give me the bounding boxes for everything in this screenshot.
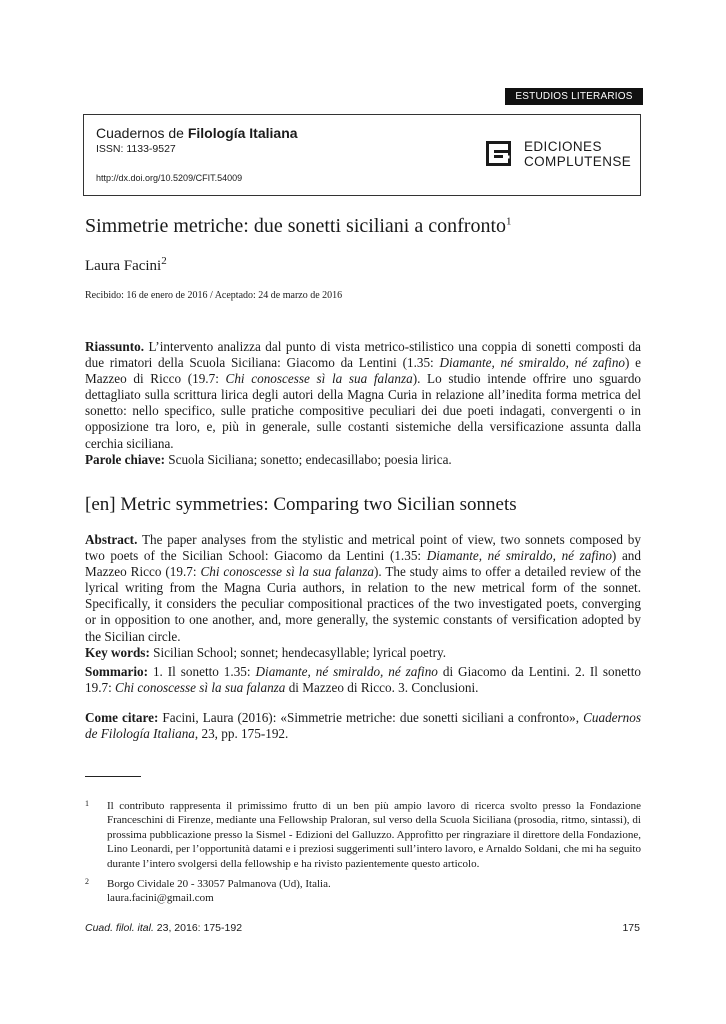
parole-chiave-label: Parole chiave: bbox=[85, 451, 165, 467]
publisher-line-2: COMPLUTENSE bbox=[524, 154, 632, 169]
sommario-label: Sommario: bbox=[85, 664, 148, 679]
parole-chiave-text: Scuola Siciliana; sonetto; endecasillabo; poesia lirica. bbox=[164, 451, 452, 467]
footnote-2 bbox=[85, 877, 641, 907]
page-number: 175 bbox=[622, 922, 640, 934]
publisher-name bbox=[524, 139, 631, 169]
citation-label: Come citare: bbox=[85, 710, 159, 725]
sommario-italic-2: Chi conoscesse sì la sua falanza bbox=[115, 680, 286, 696]
footnote-2-email[interactable]: laura.facini@gmail.com bbox=[107, 892, 214, 905]
sommario-text-1: 1. Il sonetto 1.35: bbox=[148, 664, 256, 679]
abstract-paragraph bbox=[85, 532, 641, 661]
key-words-text: Sicilian School; sonnet; hendecasyllable; lyrical poetry. bbox=[149, 644, 446, 660]
abstract-italic-2: Chi conoscesse sì la sua falanza bbox=[200, 564, 374, 580]
article-title bbox=[85, 215, 512, 238]
journal-name bbox=[96, 125, 298, 141]
abstract-text-1: The paper analyses from the stylistic and metrical point of view, two sonnets composed by two poets of the Sicilian School: Giacomo da Lentini (1.35: bbox=[85, 532, 641, 564]
citation-text-2: , 23, pp. 175-192. bbox=[194, 726, 289, 742]
riassunto-italic-2: Chi conoscesse sì la sua falanza bbox=[225, 371, 413, 387]
footnote-2-address: Borgo Cividale 20 - 33057 Palmanova (Ud), Italia. bbox=[107, 878, 331, 890]
riassunto-text-1: L’intervento analizza dal punto di vista metrico-stilistico una coppia di sonetti composti da due rimatori della Scuola Siciliana: Giacomo da Lentini (1.35: bbox=[85, 339, 641, 371]
footer-volume-pages: 23, 2016: 175-192 bbox=[153, 922, 243, 934]
journal-name-prefix: Cuadernos de bbox=[96, 125, 184, 141]
abstract-italic-1: Diamante, né smiraldo, né zafino bbox=[426, 548, 612, 564]
author-footnote-ref[interactable]: 2 bbox=[161, 255, 167, 267]
citation-italic-journal: Cuadernos de Filología Italiana bbox=[85, 710, 641, 742]
footnote-2-text bbox=[107, 877, 641, 906]
citation-text-1: Facini, Laura (2016): «Simmetrie metriche: due sonetti siciliani a confronto», bbox=[158, 710, 584, 725]
publisher-line-1: EDICIONES bbox=[524, 139, 602, 154]
footnote-1 bbox=[85, 799, 641, 873]
sommario-italic-1: Diamante, né smiraldo, né zafino bbox=[255, 664, 438, 679]
riassunto-italic-1: Diamante, né smiraldo, né zafino bbox=[439, 355, 626, 371]
journal-name-bold: Filología Italiana bbox=[187, 125, 298, 141]
riassunto-text-3: ). Lo studio intende offrire uno sguardo dettagliato sulla scrittura lirica degli autori della Magna Curia in relazione all’inedita forma metrica del sonetto: nello specifico, sulle pratiche compositive peculiari dei due poeti indagati, convergenti o in opposizione tra loro, e, più in generale, sulle costanti sistemiche della versificazione assunta dalla cerchia siciliana. bbox=[85, 371, 642, 451]
footnote-1-number: 1 bbox=[85, 799, 89, 808]
riassunto-text-2: ) e Mazzeo di Ricco (19.7: bbox=[85, 355, 642, 387]
riassunto-paragraph bbox=[85, 339, 641, 468]
sommario-text-2: di Giacomo da Lentini. 2. Il sonetto 19.7: bbox=[85, 664, 641, 696]
citation-paragraph bbox=[85, 710, 641, 742]
section-tag: ESTUDIOS LITERARIOS bbox=[505, 88, 643, 105]
publisher-logo-icon bbox=[486, 141, 512, 167]
received-accepted-dates: Recibido: 16 de enero de 2016 / Aceptado: 24 de marzo de 2016 bbox=[85, 290, 343, 301]
abstract-text-2: ) and Mazzeo Ricco (19.7: bbox=[85, 548, 641, 580]
riassunto-label: Riassunto. bbox=[85, 339, 144, 354]
footer-citation bbox=[85, 922, 242, 934]
article-title-text: Simmetrie metriche: due sonetti siciliani a confronto bbox=[85, 215, 506, 237]
abstract-text-3: ). The study aims to offer a detailed review of the lyrical writing from the Magna Curia authors, in relation to the new metrical form of the sonnet. Specifically, it considers the peculiar compositional practices of the two investigated poets, converging or in opposition to one another, and, more generally, the systemic constants of versification adopted by the Sicilian circle. bbox=[85, 564, 641, 644]
footnote-divider bbox=[85, 776, 141, 777]
title-footnote-ref[interactable]: 1 bbox=[506, 215, 512, 228]
english-title: [en] Metric symmetries: Comparing two Sicilian sonnets bbox=[85, 494, 517, 515]
sommario-paragraph bbox=[85, 664, 641, 696]
footnote-1-text: Il contributo rappresenta il primissimo frutto di un ben più ampio lavoro di ricerca svolto presso la Fondazione Franceschini di Firenze, mediante una Fellowship Praloran, sul verso della Scuola Siciliana (prosodia, ritmo, sintassi), di prossima pubblicazione presso la Sismel - Edizioni del Galluzzo. Approfitto per ringraziare il direttore della Fondazione, Lino Leonardi, per l’opportunità datami e i preziosi suggerimenti sull’intero lavoro, e Arnaldo Soldani, che mi ha seguito durante l’intero svolgersi della fellowship e ha rivisto pazientemente questo articolo. bbox=[107, 800, 641, 870]
abstract-label: Abstract. bbox=[85, 532, 138, 547]
author-name-text: Laura Facini bbox=[85, 258, 162, 274]
journal-info-box bbox=[83, 114, 641, 196]
footer-journal-abbrev: Cuad. filol. ital. bbox=[85, 922, 154, 934]
doi-link[interactable]: http://dx.doi.org/10.5209/CFIT.54009 bbox=[96, 173, 243, 183]
issn: ISSN: 1133-9527 bbox=[96, 143, 176, 155]
author-name bbox=[85, 255, 167, 275]
key-words-label: Key words: bbox=[85, 644, 150, 660]
footnote-2-number: 2 bbox=[85, 877, 89, 886]
sommario-text-3: di Mazzeo di Ricco. 3. Conclusioni. bbox=[285, 680, 479, 696]
